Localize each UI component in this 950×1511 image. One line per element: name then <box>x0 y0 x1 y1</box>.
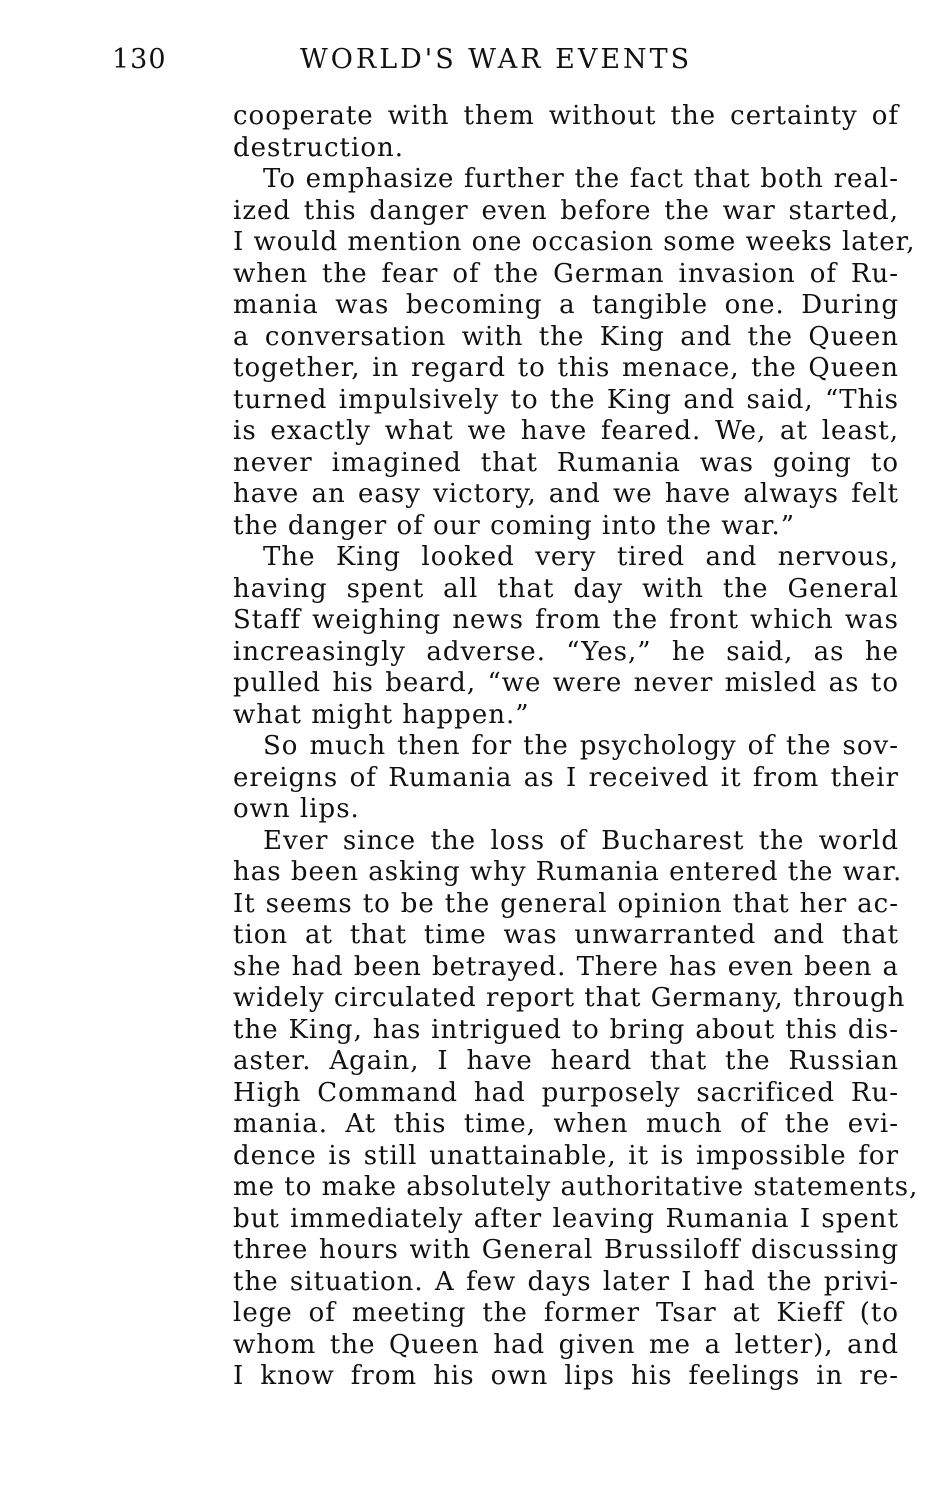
text-line: never imagined that Rumania was going to <box>233 447 899 478</box>
text-line: a conversation with the King and the Queen <box>233 321 899 352</box>
text-line: widely circulated report that Germany, through <box>233 983 906 1013</box>
paragraph-start-line: Ever since the loss of Bucharest the world <box>263 825 899 856</box>
text-line: mania was becoming a tangible one. During <box>233 290 899 320</box>
text-line: whom the Queen had given me a letter), and <box>233 1329 899 1360</box>
text-line: I would mention one occasion some weeks later, <box>233 227 916 257</box>
text-line: she had been betrayed. There has even been a <box>233 951 899 982</box>
text-line: dence is still unattainable, it is impossible for <box>233 1140 899 1171</box>
text-line: having spent all that day with the General <box>233 573 899 604</box>
paragraph-start-line: The King looked very tired and nervous, <box>263 542 899 572</box>
text-line: cooperate with them without the certainty of <box>233 101 899 131</box>
text-line: ized this danger even before the war started, <box>233 195 899 226</box>
text-line: lege of meeting the former Tsar at Kieff (to <box>233 1298 899 1328</box>
paragraph-start-line: So much then for the psychology of the sov- <box>263 731 899 761</box>
text-line: Staff weighing news from the front which was <box>233 605 899 635</box>
running-title: WORLD'S WAR EVENTS <box>300 44 693 75</box>
text-line: the situation. A few days later I had the privi- <box>233 1266 899 1297</box>
text-line: has been asking why Rumania entered the war. <box>233 857 903 887</box>
text-line: the King, has intrigued to bring about this dis- <box>233 1014 899 1045</box>
text-line: pulled his beard, “we were never misled as to <box>233 668 899 698</box>
text-line: tion at that time was unwarranted and that <box>233 920 899 950</box>
text-line: It seems to be the general opinion that her ac- <box>233 888 899 919</box>
text-line: have an easy victory, and we have always felt <box>233 479 899 509</box>
text-line: ereigns of Rumania as I received it from their <box>233 762 899 793</box>
text-line: but immediately after leaving Rumania I spent <box>233 1203 899 1234</box>
text-line: what might happen.” <box>233 699 530 730</box>
text-line: together, in regard to this menace, the Queen <box>233 353 899 383</box>
text-line: destruction. <box>233 132 404 163</box>
text-line: aster. Again, I have heard that the Russian <box>233 1046 899 1076</box>
text-line: the danger of our coming into the war.” <box>233 510 796 541</box>
running-header <box>0 44 950 84</box>
body-text <box>233 101 919 1393</box>
text-line: three hours with General Brussiloff discussing <box>233 1235 899 1265</box>
text-line: own lips. <box>233 794 360 824</box>
text-line: I know from his own lips his feelings in re- <box>233 1361 899 1391</box>
text-line: me to make absolutely authoritative statements, <box>233 1172 919 1202</box>
text-line: mania. At this time, when much of the evi- <box>233 1109 899 1139</box>
text-line: High Command had purposely sacrificed Ru- <box>233 1077 899 1108</box>
text-line: increasingly adverse. “Yes,” he said, as he <box>233 636 899 667</box>
page-number: 130 <box>112 44 167 75</box>
paragraph-start-line: To emphasize further the fact that both real- <box>263 164 899 194</box>
text-line: when the fear of the German invasion of Ru- <box>233 258 899 289</box>
text-line: is exactly what we have feared. We, at least, <box>233 416 899 446</box>
text-line: turned impulsively to the King and said, “This <box>233 384 899 415</box>
